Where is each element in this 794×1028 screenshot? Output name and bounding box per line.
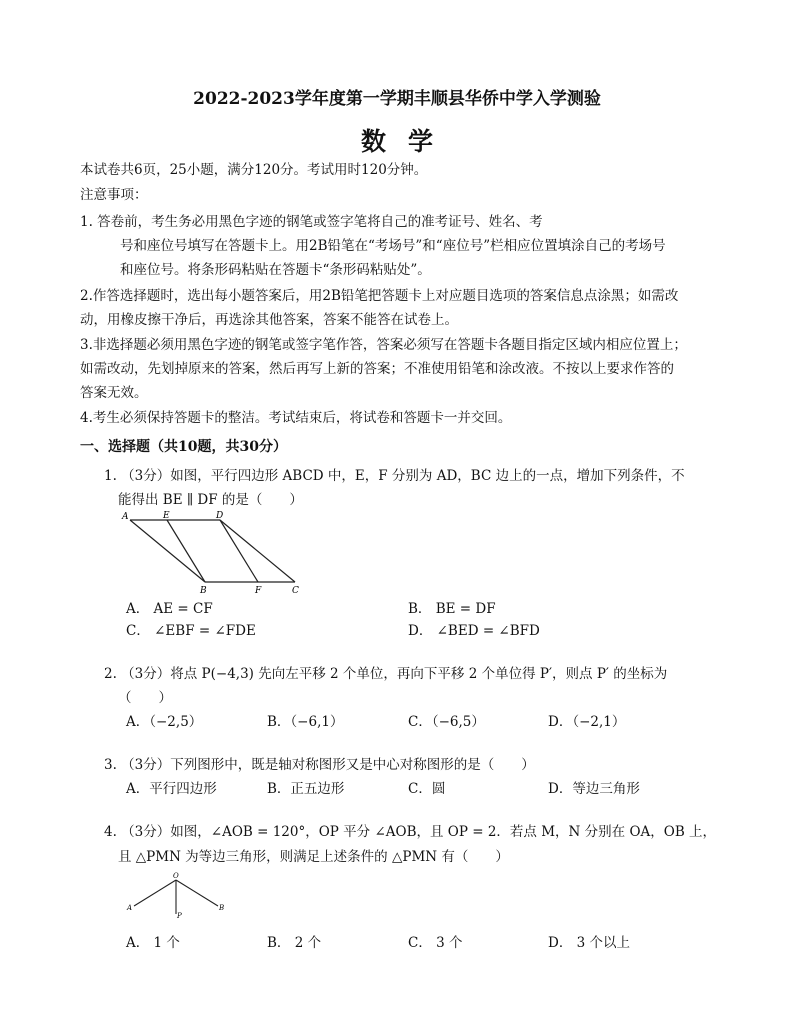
q3-option-c: C．圆 <box>408 781 446 797</box>
exam-title: 2022-2023学年度第一学期丰顺县华侨中学入学测验 <box>193 89 601 109</box>
note-line: 号和座位号填写在答题卡上。用2B铅笔在“考场号”和“座位号”栏相应位置填涂自己的考场号 <box>120 238 666 254</box>
q3-option-a: A．平行四边形 <box>126 781 217 797</box>
note-line: 4.考生必须保持答题卡的整洁。考试结束后，将试卷和答题卡一并交回。 <box>80 410 512 426</box>
q2-option-b: B．（−6,1） <box>267 714 344 730</box>
q1-option-b: B． BE = DF <box>408 601 496 617</box>
note-line: 2.作答选择题时，选出每小题答案后，用2B铅笔把答题卡上对应题目选项的答案信息点涂黑；如需改 <box>80 288 679 304</box>
q2-option-a: A．（−2,5） <box>126 714 203 730</box>
note-line: 和座位号。将条形码粘贴在答题卡“条形码粘贴处”。 <box>120 262 431 278</box>
note-line: 3.非选择题必须用黑色字迹的钢笔或签字笔作答，答案必须写在答题卡各题目指定区域内相应位置上； <box>80 337 687 353</box>
q4-option-d: D． 3 个以上 <box>548 935 630 951</box>
q1-option-d: D． ∠BED = ∠BFD <box>408 623 540 639</box>
label-P: P <box>177 912 182 920</box>
intro-text: 本试卷共6页，25小题，满分120分。考试用时120分钟。 <box>80 162 428 178</box>
parallelogram-figure <box>118 510 308 596</box>
label-O: O <box>173 872 179 880</box>
question-2-text: 2. （3分）将点 P(−4,3) 先向左平移 2 个单位，再向下平移 2 个单位得 P′，则点 P′ 的坐标为 <box>104 666 668 682</box>
q4-option-b: B． 2 个 <box>267 935 322 951</box>
q4-option-c: C． 3 个 <box>408 935 463 951</box>
q2-option-c: C．（−6,5） <box>408 714 485 730</box>
q3-option-b: B．正五边形 <box>267 781 345 797</box>
label-C: C <box>292 586 299 596</box>
question-3-text: 3. （3分）下列图形中，既是轴对称图形又是中心对称图形的是（ ） <box>104 757 535 773</box>
question-1-text-2: 能得出 BE ∥ DF 的是（ ） <box>118 492 303 508</box>
label-E: E <box>163 511 170 521</box>
question-2-text-2: （ ） <box>118 690 172 706</box>
label-B: B <box>200 586 207 596</box>
q3-option-d: D．等边三角形 <box>548 781 640 797</box>
label-D: D <box>216 511 224 521</box>
label-F: F <box>255 586 262 596</box>
label-A: A <box>127 904 133 912</box>
q2-option-d: D．（−2,1） <box>548 714 626 730</box>
question-1-text: 1. （3分）如图，平行四边形 ABCD 中，E，F 分别为 AD，BC 边上的一点，增加下列条件，不 <box>104 468 685 484</box>
note-line: 1. 答卷前，考生务必用黑色字迹的钢笔或签字笔将自己的准考证号、姓名、考 <box>80 214 543 230</box>
label-B: B <box>219 904 225 912</box>
notes-heading: 注意事项： <box>80 187 148 203</box>
question-4-text: 4. （3分）如图，∠AOB = 120°，OP 平分 ∠AOB，且 OP = 2．若点 M，N 分别在 OA，OB 上， <box>104 824 717 840</box>
angle-figure <box>124 870 228 922</box>
q4-option-a: A． 1 个 <box>126 935 180 951</box>
q1-option-c: C． ∠EBF = ∠FDE <box>126 623 256 639</box>
label-A: A <box>122 512 129 522</box>
note-line: 如需改动，先划掉原来的答案，然后再写上新的答案；不准使用铅笔和涂改液。不按以上要求作答的 <box>80 361 674 377</box>
q1-option-a: A． AE = CF <box>126 601 213 617</box>
subject-title: 数学 <box>360 127 455 156</box>
note-line: 答案无效。 <box>80 385 148 401</box>
question-4-text-2: 且 △PMN 为等边三角形，则满足上述条件的 △PMN 有（ ） <box>118 849 509 865</box>
section-heading: 一、选择题（共10题，共30分） <box>80 439 287 455</box>
note-line: 动，用橡皮擦干净后，再选涂其他答案，答案不能答在试卷上。 <box>80 312 458 328</box>
